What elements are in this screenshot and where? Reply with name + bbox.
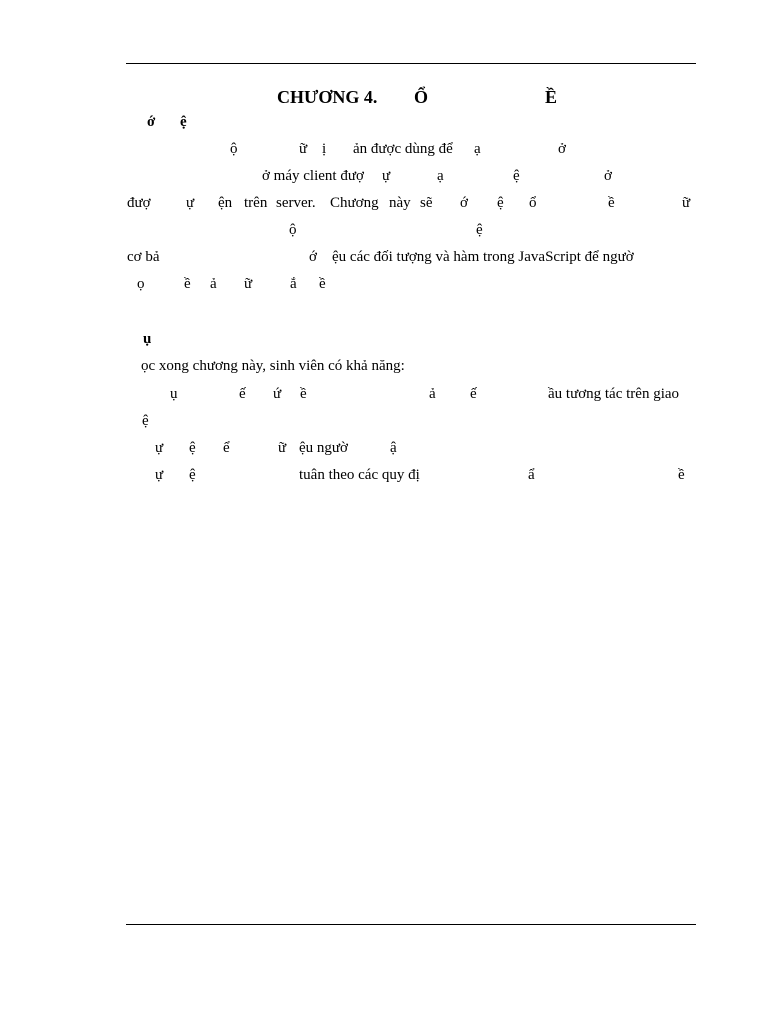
text-fragment: ậ	[390, 440, 397, 456]
text-fragment: ộ	[230, 141, 238, 157]
text-fragment: ị	[322, 141, 327, 157]
text-fragment: ữ	[299, 141, 308, 157]
text-fragment: sẽ	[420, 195, 433, 211]
text-fragment: ản được dùng để	[353, 141, 453, 157]
text-fragment: ộ	[289, 222, 297, 238]
chapter-title-left: CHƯƠNG 4.	[277, 87, 378, 107]
intro-paragraph-line-2	[0, 165, 768, 187]
text-fragment: ề	[184, 276, 191, 292]
text-fragment: đượ	[127, 195, 151, 211]
text-fragment: ứ	[273, 386, 282, 402]
text-fragment: ọc xong chương này, sinh viên có khả năng:	[141, 358, 405, 374]
text-fragment: ệ	[513, 168, 520, 184]
text-fragment: ớ	[309, 249, 317, 265]
chapter-title-mid: Ổ	[414, 87, 429, 107]
text-fragment: ệ	[142, 413, 149, 429]
text-fragment: ở máy client đượ	[262, 168, 364, 184]
text-fragment: ế	[470, 386, 477, 402]
text-fragment: ể	[223, 440, 230, 456]
text-fragment: ề	[300, 386, 307, 402]
text-fragment: ả	[210, 276, 217, 292]
text-fragment: này	[389, 195, 411, 211]
text-fragment: ữ	[682, 195, 691, 211]
text-fragment: ớ	[147, 114, 156, 130]
text-fragment: ữ	[278, 440, 287, 456]
text-fragment: ở	[604, 168, 612, 184]
text-fragment: ả	[429, 386, 436, 402]
text-fragment: ạ	[437, 168, 444, 184]
text-fragment: ế	[239, 386, 246, 402]
text-fragment: ề	[678, 467, 685, 483]
text-fragment: ệ	[497, 195, 504, 211]
section-heading-goals	[0, 328, 768, 350]
text-fragment: Chương	[330, 195, 379, 211]
text-fragment: ệ	[180, 114, 187, 130]
page-header-rule	[126, 63, 696, 64]
text-fragment: ự	[155, 440, 164, 456]
intro-paragraph-line-4	[0, 219, 768, 241]
section-heading-intro	[0, 111, 768, 133]
goal-item-2	[0, 437, 768, 459]
text-fragment: ữ	[244, 276, 253, 292]
text-fragment: ện	[218, 195, 233, 211]
text-fragment: cơ bả	[127, 249, 160, 265]
chapter-title	[0, 86, 768, 108]
goal-item-3	[0, 464, 768, 486]
text-fragment: ề	[319, 276, 326, 292]
text-fragment: ắ	[290, 276, 297, 292]
text-fragment: ổ	[529, 195, 537, 211]
text-fragment: ệ	[189, 440, 196, 456]
text-fragment: ọ	[137, 276, 145, 292]
text-fragment: ự	[155, 467, 164, 483]
goal-item-1-line-1	[0, 383, 768, 405]
text-fragment: ệu các đối tượng và hàm trong JavaScript để ngườ	[332, 249, 634, 265]
text-fragment: ệ	[189, 467, 196, 483]
text-fragment: trên	[244, 195, 268, 211]
text-fragment: tuân theo các quy đị	[299, 467, 420, 483]
text-fragment: ự	[186, 195, 195, 211]
text-fragment: ầu tương tác trên giao	[548, 386, 680, 402]
text-fragment: ớ	[460, 195, 468, 211]
text-fragment: ự	[382, 168, 391, 184]
text-fragment: ụ	[143, 331, 152, 347]
chapter-title-right: Ề	[545, 87, 558, 107]
intro-paragraph-line-6	[0, 273, 768, 295]
text-fragment: ẩ	[528, 467, 535, 483]
goals-intro	[0, 355, 768, 377]
intro-paragraph-line-5	[0, 246, 768, 268]
text-fragment: ề	[608, 195, 615, 211]
text-fragment: ụ	[170, 386, 178, 402]
text-fragment: ạ	[474, 141, 481, 157]
text-fragment: ệ	[476, 222, 483, 238]
text-fragment: ở	[558, 141, 566, 157]
page-footer-rule	[126, 924, 696, 925]
text-fragment: server.	[276, 195, 316, 211]
goal-item-1-line-2	[0, 410, 768, 432]
text-fragment: ệu ngườ	[299, 440, 348, 456]
intro-paragraph-line-1	[0, 138, 768, 160]
intro-paragraph-line-3	[0, 192, 768, 214]
